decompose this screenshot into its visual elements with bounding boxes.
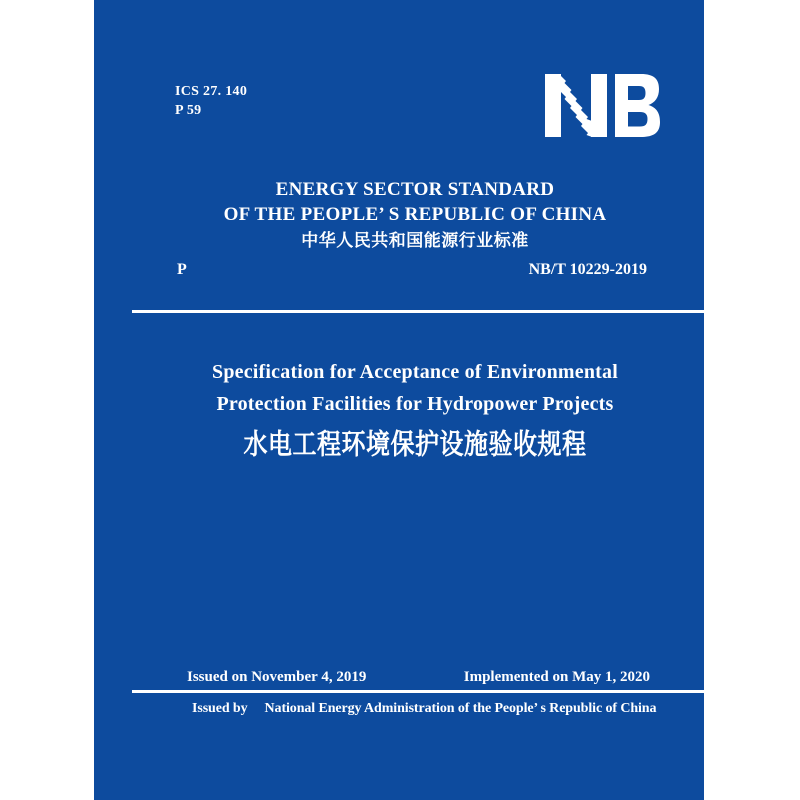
nb-logo-icon: [545, 74, 660, 137]
standard-heading: [126, 177, 704, 252]
bottom-divider-line: [132, 690, 704, 693]
standard-number: NB/T 10229-2019: [528, 261, 647, 278]
dates-row: [187, 668, 650, 686]
title-en-line2: Protection Facilities for Hydropower Projects: [216, 393, 614, 415]
ics-block: [175, 82, 247, 120]
category-letter: P: [177, 261, 187, 278]
heading-cn: 中华人民共和国能源行业标准: [301, 231, 529, 250]
issued-by-label: Issued by: [192, 701, 248, 716]
title-en-line1: Specification for Acceptance of Environmental: [212, 361, 618, 383]
classification-code: P 59: [175, 103, 202, 118]
title-cn: 水电工程环境保护设施验收规程: [243, 430, 587, 461]
standard-cover: [94, 0, 704, 800]
implemented-on-date: Implemented on May 1, 2020: [463, 669, 650, 685]
standard-title: [126, 356, 704, 460]
top-divider-line: [132, 310, 704, 313]
issuer-row: [192, 700, 656, 718]
heading-en-line2: OF THE PEOPLE’ S REPUBLIC OF CHINA: [223, 204, 607, 225]
heading-en-line1: ENERGY SECTOR STANDARD: [275, 179, 555, 200]
issued-by-value: National Energy Administration of the People’ s Republic of China: [264, 701, 657, 716]
issued-on-date: Issued on November 4, 2019: [187, 669, 367, 685]
standard-number-row: [177, 261, 647, 279]
ics-code: ICS 27. 140: [175, 84, 248, 99]
